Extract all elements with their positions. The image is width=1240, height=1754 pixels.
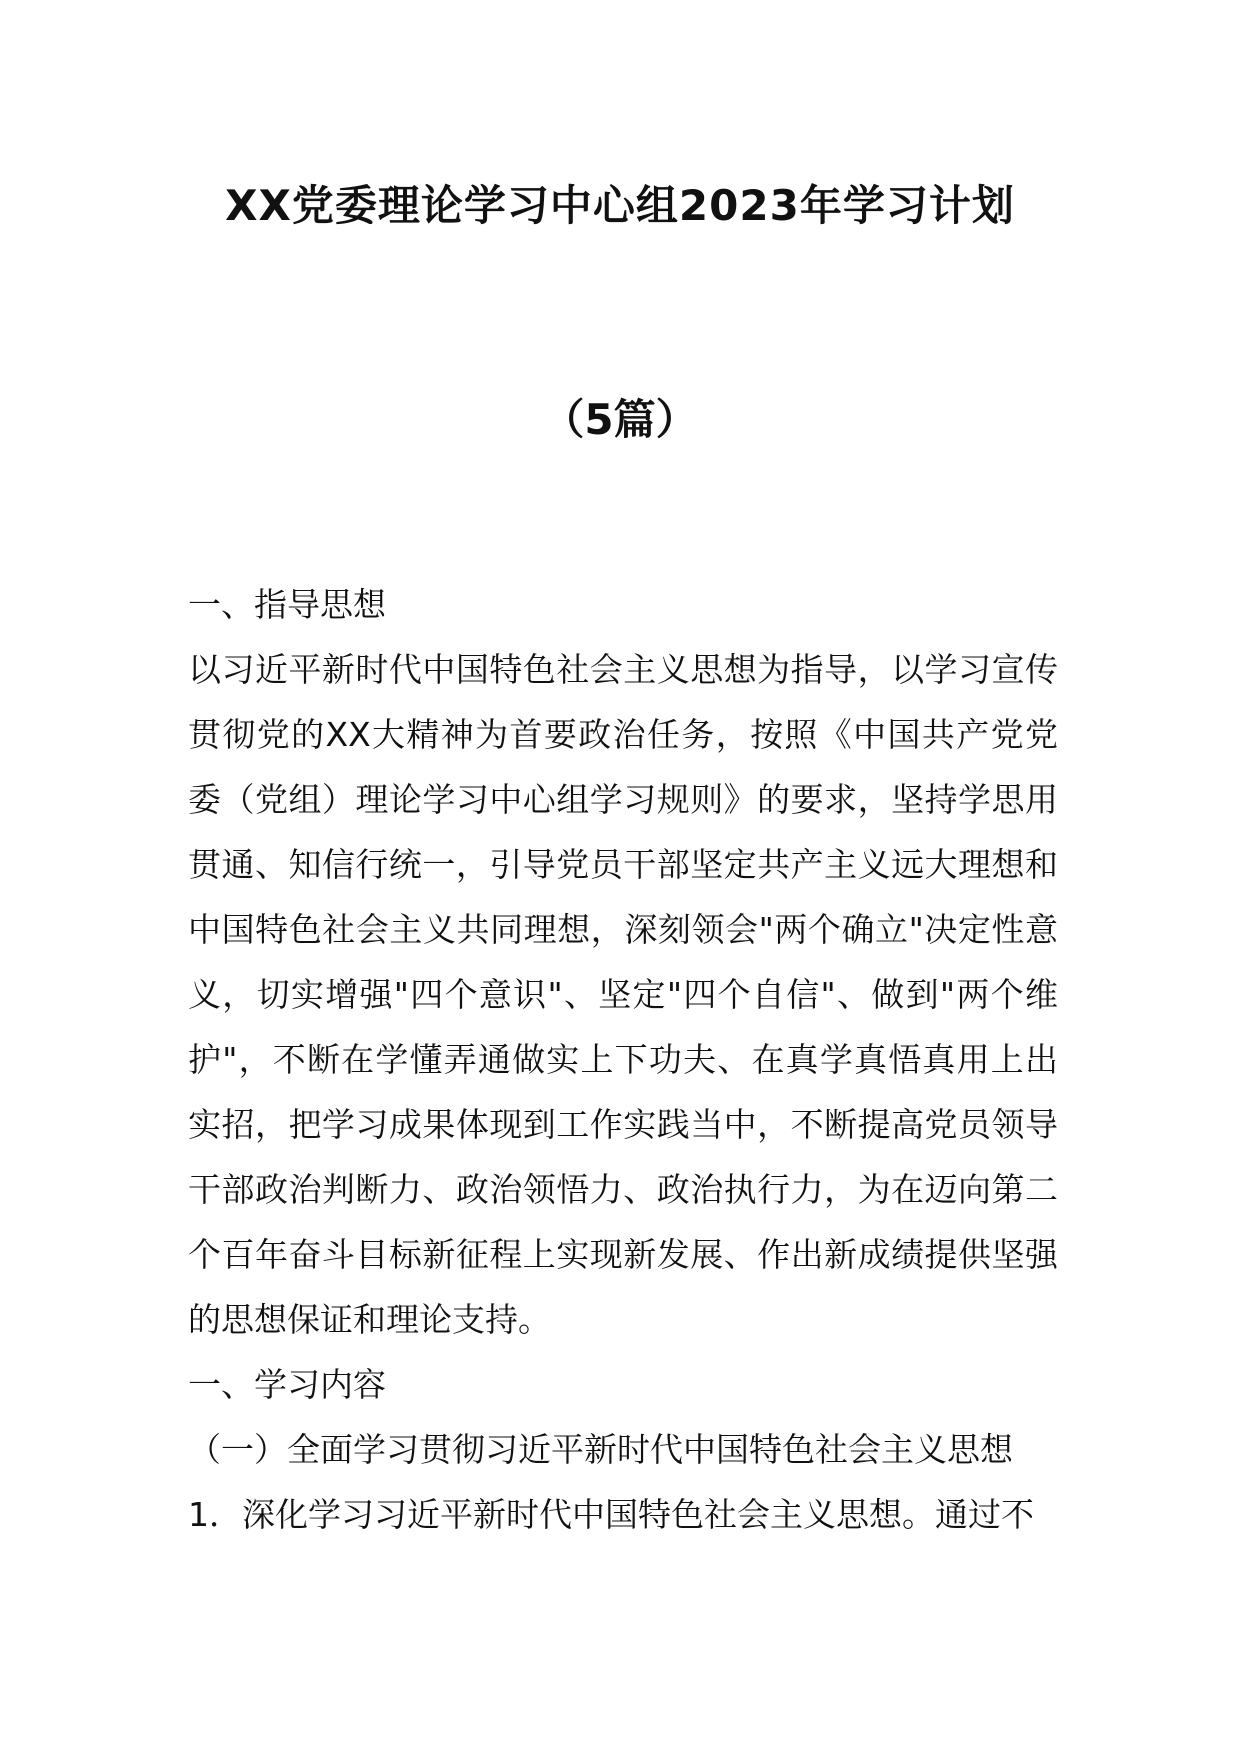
list-item-1: 1．深化学习习近平新时代中国特色社会主义思想。通过不 bbox=[188, 1495, 1034, 1534]
subsection-heading-1: （一）全面学习贯彻习近平新时代中国特色社会主义思想 bbox=[188, 1430, 1013, 1469]
section-heading-guiding-ideology: 一、指导思想 bbox=[188, 585, 386, 624]
document-body bbox=[188, 572, 1058, 1547]
document-title: XX党委理论学习中心组2023年学习计划 bbox=[225, 181, 1015, 230]
section-heading-study-content: 一、学习内容 bbox=[188, 1365, 386, 1404]
document-subtitle: （5篇） bbox=[542, 395, 698, 444]
section-paragraph-guiding-ideology: 以习近平新时代中国特色社会主义思想为指导，以学习宣传贯彻党的XX大精神为首要政治任务，按照《中国共产党党委（党组）理论学习中心组学习规则》的要求，坚持学思用贯通、知信行统一，引导党员干部坚定共产主义远大理想和中国特色社会主义共同理想，深刻领会"两个确立"决定性意义，切实增强"四个意识"、坚定"四个自信"、做到"两个维护"，不断在学懂弄通做实上下功夫、在真学真悟真用上出实招，把学习成果体现到工作实践当中，不断提高党员领导干部政治判断力、政治领悟力、政治执行力，为在迈向第二个百年奋斗目标新征程上实现新发展、作出新成绩提供坚强的思想保证和理论支持。 bbox=[188, 650, 1058, 1339]
